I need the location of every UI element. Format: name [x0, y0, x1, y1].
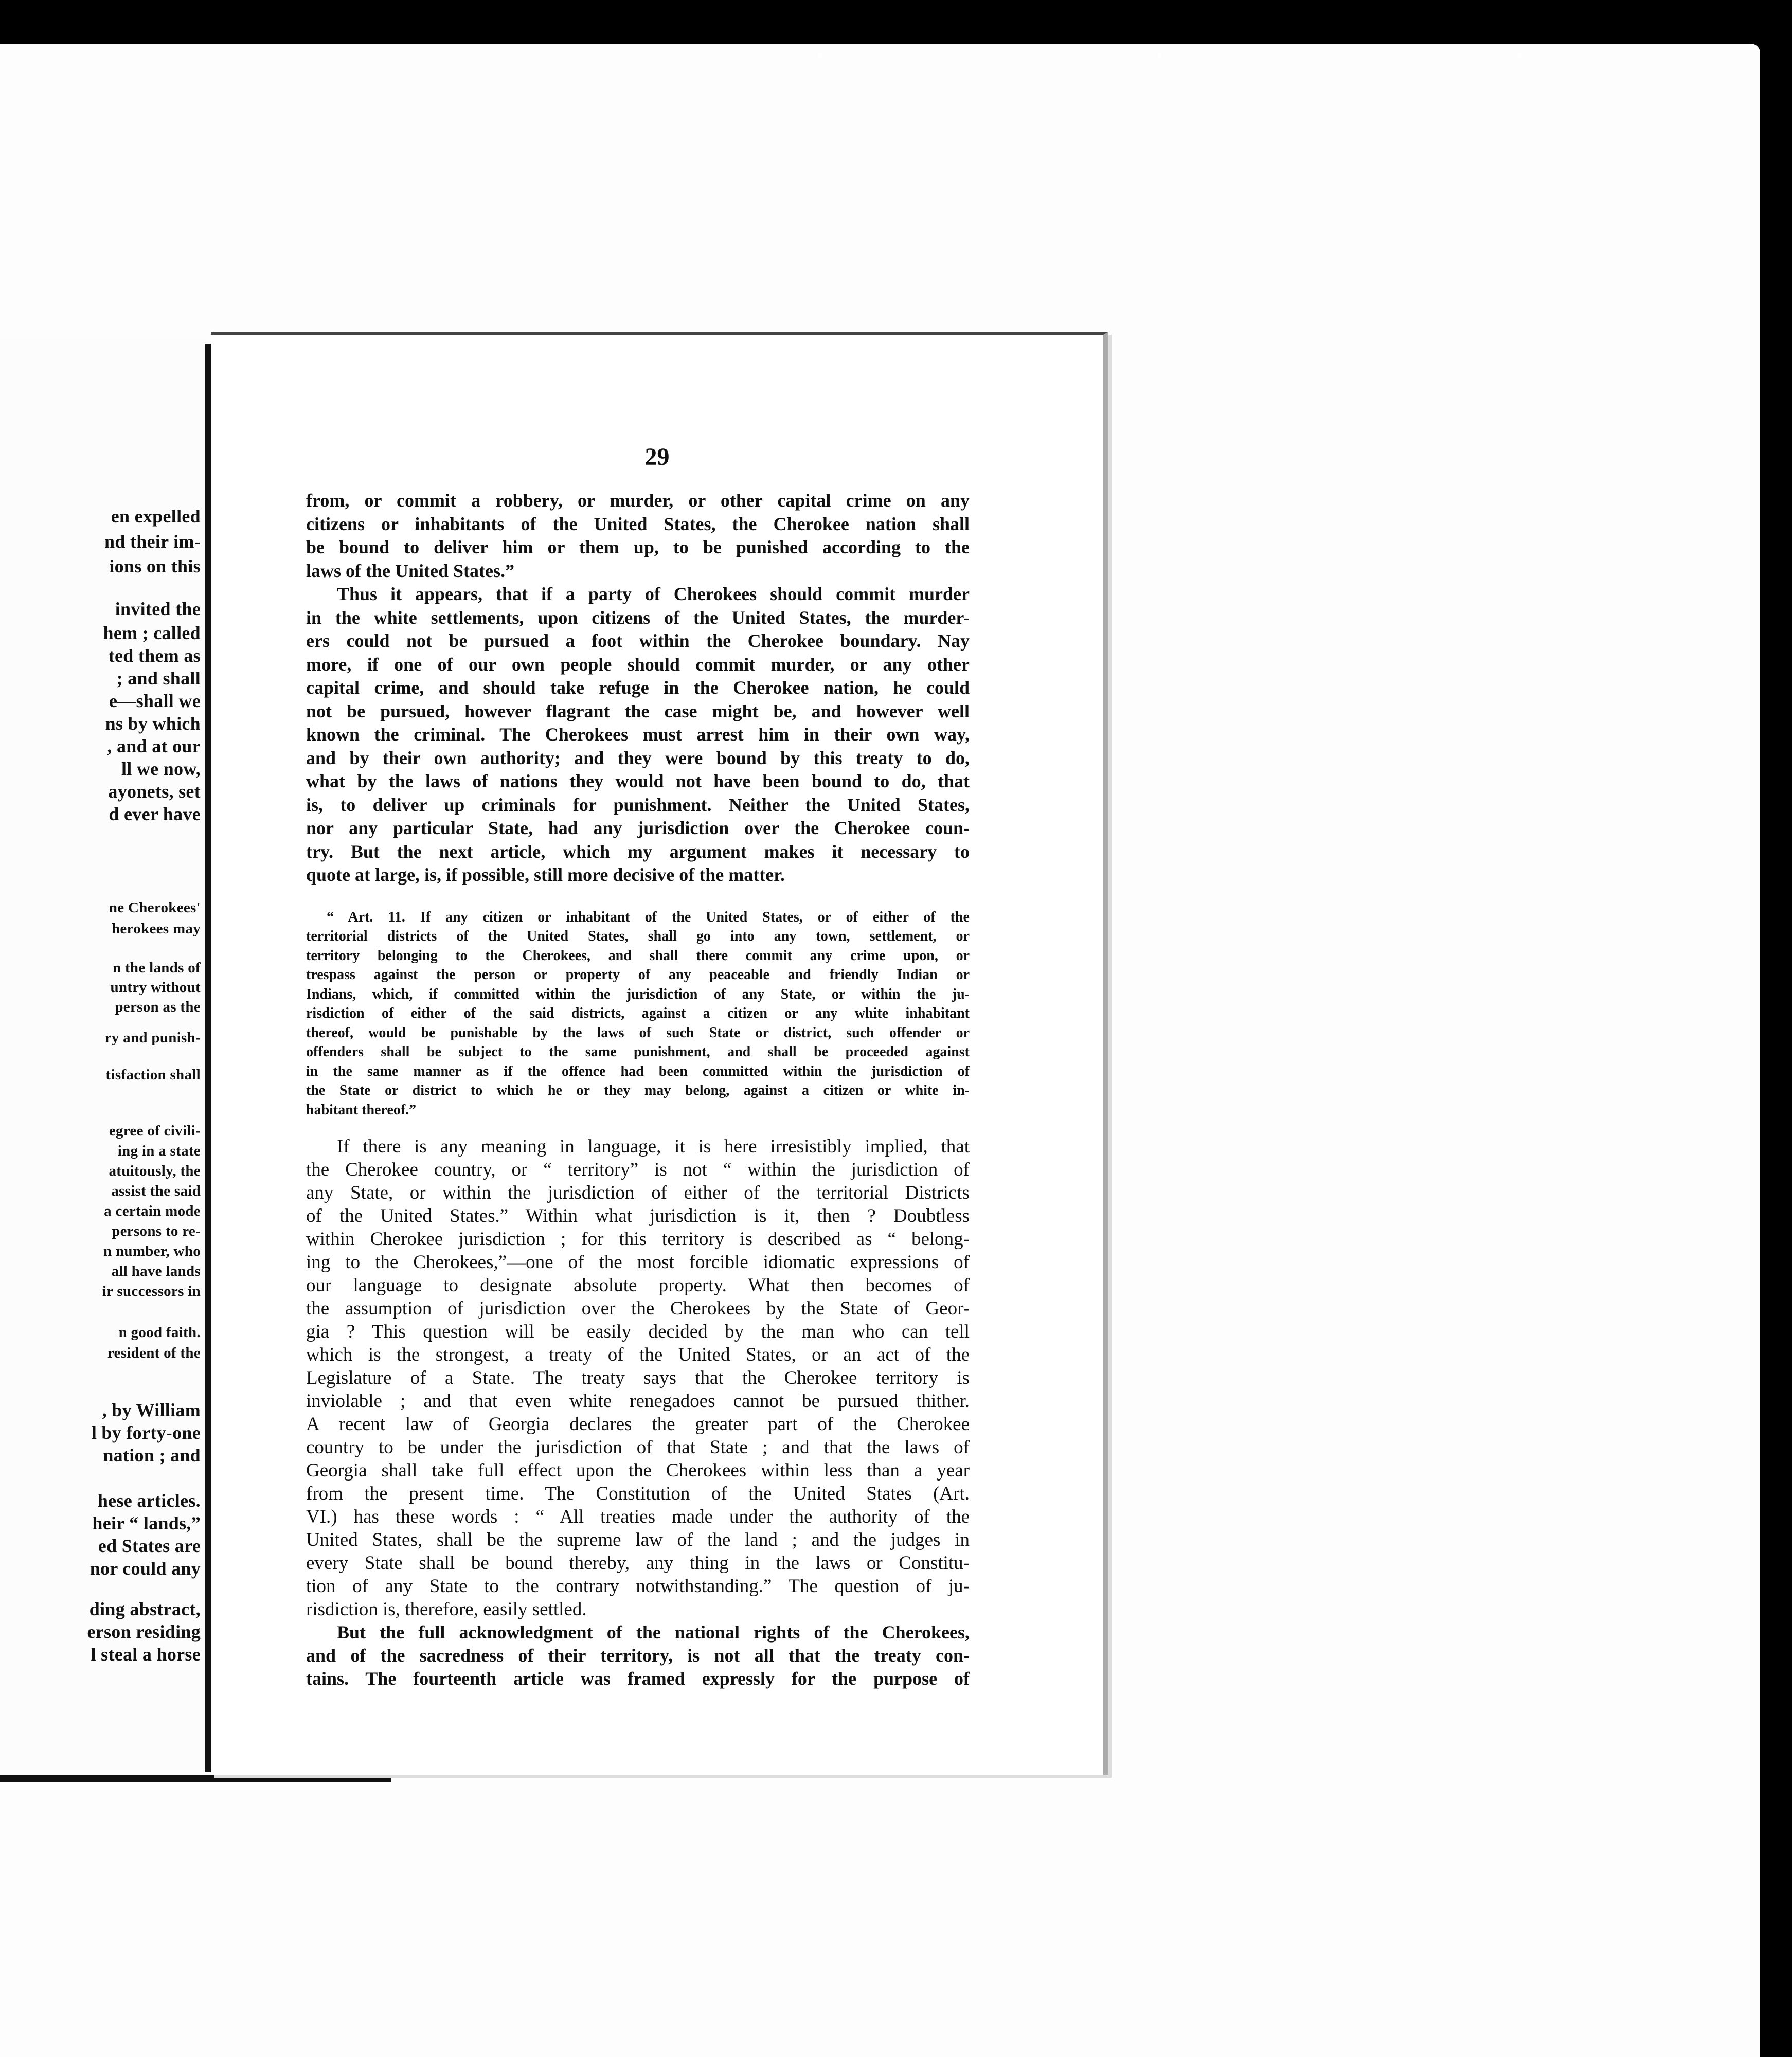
text-line: the Cherokee country, or “ territory” is not “ within the jurisdiction of [306, 1159, 970, 1180]
text-line: any State, or within the jurisdiction of either of the territorial Districts [306, 1182, 970, 1203]
text-line: and by their own authority; and they were bound by this treaty to do, [306, 747, 970, 768]
left-page-line: person as the [115, 999, 201, 1015]
quote-line: in the same manner as if the offence had been committed within the jurisdiction of [306, 1063, 970, 1079]
film-perforation [1157, 53, 1162, 58]
text-line: more, if one of our own people should commit murder, or any other [306, 654, 970, 675]
text-line: Thus it appears, that if a party of Cherokees should commit murder [337, 584, 970, 604]
quote-line: territory belonging to the Cherokees, and shall there commit any crime upon, or [306, 947, 970, 964]
left-page-line: ions on this [109, 556, 201, 576]
text-line: United States, shall be the supreme law of the land ; and the judges in [306, 1529, 970, 1550]
text-line: ers could not be pursued a foot within the Cherokee boundary. Nay [306, 630, 970, 651]
text-line: gia ? This question will be easily decided by the man who can tell [306, 1321, 970, 1342]
text-line: Georgia shall take full effect upon the Cherokees within less than a year [306, 1460, 970, 1481]
left-page-line: invited the [115, 599, 201, 619]
left-page-line: ir successors in [102, 1283, 201, 1300]
quote-line: the State or district to which he or they may belong, against a citizen or white in- [306, 1082, 970, 1098]
left-page-line: n good faith. [118, 1324, 201, 1341]
quote-line: “ Art. 11. If any citizen or inhabitant of the United States, or of either of the [327, 909, 970, 925]
text-line: be bound to deliver him or them up, to be punished according to the [306, 537, 970, 557]
left-page-line: l by forty-one [91, 1422, 201, 1443]
left-page-line: nd their im- [104, 531, 201, 552]
text-line: VI.) has these words : “ All treaties made under the authority of the [306, 1506, 970, 1527]
text-line: try. But the next article, which my argument makes it necessary to [306, 841, 970, 862]
quote-line: risdiction of either of the said districts, against a citizen or any white inhabitant [306, 1005, 970, 1021]
text-line: country to be under the jurisdiction of that State ; and that the laws of [306, 1437, 970, 1458]
left-page-line: untry without [110, 979, 201, 996]
left-page-line: e—shall we [109, 691, 201, 711]
text-line: capital crime, and should take refuge in the Cherokee nation, he could [306, 677, 970, 698]
left-page-line: , and at our [107, 736, 201, 756]
quote-line: Indians, which, if committed within the jurisdiction of any State, or within the ju- [306, 986, 970, 1002]
text-line: not be pursued, however flagrant the case might be, and however well [306, 700, 970, 721]
left-page-line: n number, who [103, 1243, 201, 1259]
film-perforation [818, 53, 822, 58]
left-page-line: en expelled [111, 506, 201, 527]
quote-line: territorial districts of the United States, shall go into any town, settlement, or [306, 928, 970, 944]
left-page-bottom-edge [0, 1775, 391, 1782]
text-line: inviolable ; and that even white renegadoes cannot be pursued thither. [306, 1391, 970, 1412]
text-line: citizens or inhabitants of the United States, the Cherokee nation shall [306, 513, 970, 534]
quote-line: habitant thereof.” [306, 1102, 417, 1118]
left-page-fragment [0, 339, 206, 1779]
left-page-line: ted them as [108, 645, 201, 666]
text-line: our language to designate absolute property. What then becomes of [306, 1275, 970, 1296]
left-page-line: nor could any [89, 1558, 201, 1579]
left-page-line: all have lands [111, 1263, 201, 1279]
text-line: tion of any State to the contrary notwithstanding.” The question of ju- [306, 1576, 970, 1597]
text-line: from, or commit a robbery, or murder, or other capital crime on any [306, 490, 970, 511]
page-number: 29 [644, 443, 670, 471]
left-page-line: nation ; and [103, 1445, 201, 1466]
text-line: of the United States.” Within what jurisdiction is it, then ? Doubtless [306, 1205, 970, 1226]
text-line: within Cherokee jurisdiction ; for this territory is described as “ belong- [306, 1229, 970, 1250]
left-page-line: ding abstract, [89, 1599, 201, 1619]
paragraph-3 [306, 1135, 970, 1621]
text-line: ing to the Cherokees,”—one of the most forcible idiomatic expressions of [306, 1252, 970, 1273]
left-page-line: tisfaction shall [105, 1067, 201, 1083]
text-line: the assumption of jurisdiction over the Cherokees by the State of Geor- [306, 1298, 970, 1319]
text-line: But the full acknowledgment of the national rights of the Cherokees, [337, 1622, 970, 1643]
text-line: which is the strongest, a treaty of the United States, or an act of the [306, 1344, 970, 1365]
text-line: known the criminal. The Cherokees must arrest him in their own way, [306, 724, 970, 745]
quote-line: thereof, would be punishable by the laws of such State or district, such offender or [306, 1024, 970, 1041]
quote-line: offenders shall be subject to the same punishment, and shall be proceeded against [306, 1044, 970, 1060]
text-line: quote at large, is, if possible, still more decisive of the matter. [306, 864, 785, 885]
paragraph-1 [306, 489, 970, 583]
film-perforation [1517, 53, 1522, 58]
right-page [211, 332, 1108, 1775]
left-page-line: l steal a horse [91, 1644, 201, 1665]
text-line: what by the laws of nations they would not have been bound to do, that [306, 771, 970, 791]
left-page-line: persons to re- [112, 1223, 201, 1239]
text-line: Legislature of a State. The treaty says that the Cherokee territory is [306, 1367, 970, 1388]
text-line: If there is any meaning in language, it is here irresistibly implied, that [337, 1136, 970, 1157]
text-line: from the present time. The Constitution of the United States (Art. [306, 1483, 970, 1504]
paragraph-2 [306, 583, 970, 887]
left-page-line: ed States are [98, 1536, 201, 1556]
left-page-line: ns by which [105, 713, 201, 734]
left-page-line: herokees may [111, 921, 201, 937]
left-page-line: hese articles. [97, 1490, 201, 1511]
left-page-line: , by William [102, 1400, 201, 1420]
left-page-line: hem ; called [103, 623, 201, 643]
left-page-line: n the lands of [113, 960, 201, 976]
text-line: A recent law of Georgia declares the greater part of the Cherokee [306, 1414, 970, 1435]
left-page-line: ; and shall [116, 668, 201, 689]
left-page-line: assist the said [111, 1183, 201, 1199]
text-line: risdiction is, therefore, easily settled. [306, 1599, 587, 1620]
text-line: nor any particular State, had any jurisdiction over the Cherokee coun- [306, 818, 970, 838]
text-line: is, to deliver up criminals for punishment. Neither the United States, [306, 794, 970, 815]
left-page-line: ing in a state [117, 1143, 201, 1159]
left-page-line: resident of the [107, 1345, 201, 1361]
left-page-line: atuitously, the [109, 1163, 201, 1179]
left-page-line: erson residing [87, 1621, 201, 1642]
body-text [306, 489, 970, 1690]
left-page-line: ne Cherokees' [109, 899, 201, 916]
left-page-line: d ever have [109, 804, 201, 824]
left-page-line: ry and punish- [104, 1030, 201, 1046]
left-page-line: ll we now, [121, 759, 201, 779]
text-line: laws of the United States.” [306, 560, 514, 581]
paragraph-4 [306, 1621, 970, 1690]
text-line: every State shall be bound thereby, any thing in the laws or Constitu- [306, 1553, 970, 1574]
left-page-line: egree of civili- [109, 1123, 201, 1139]
left-page-line: heir “ lands,” [92, 1513, 201, 1533]
treaty-quote-article-11 [306, 908, 970, 1120]
text-line: in the white settlements, upon citizens of the United States, the murder- [306, 607, 970, 628]
text-line: and of the sacredness of their territory, is not all that the treaty con- [306, 1645, 970, 1666]
quote-line: trespass against the person or property of any peaceable and friendly Indian or [306, 967, 970, 983]
left-page-line: a certain mode [104, 1203, 201, 1219]
text-line: tains. The fourteenth article was framed expressly for the purpose of [306, 1668, 970, 1689]
left-page-line: ayonets, set [108, 781, 201, 802]
